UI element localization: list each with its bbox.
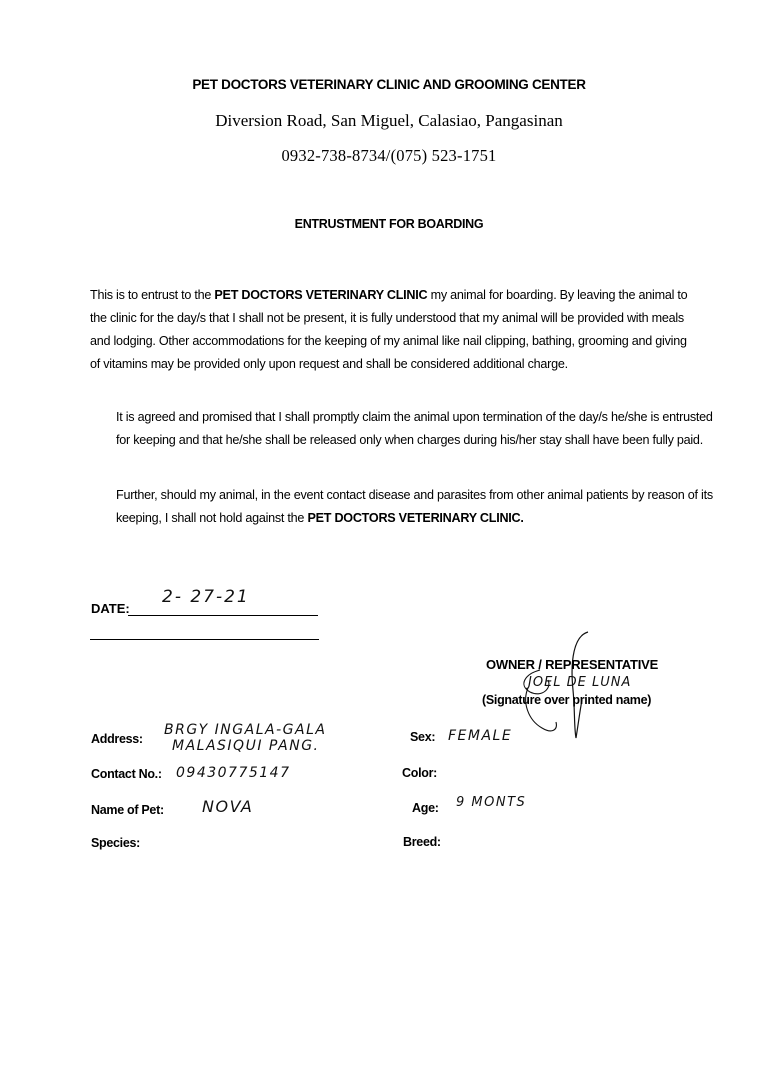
contact-label: Contact No.: (91, 767, 162, 781)
contact-value[interactable]: 09430775147 (176, 765, 291, 781)
pet-name-label: Name of Pet: (91, 803, 164, 817)
address-value-line1[interactable]: BRGY INGALA-GALA (164, 722, 327, 738)
clinic-name-inline: PET DOCTORS VETERINARY CLINIC. (307, 511, 524, 525)
paragraph-text: This is to entrust to the (90, 288, 215, 302)
document-title: ENTRUSTMENT FOR BOARDING (294, 217, 484, 231)
paragraph-claim: It is agreed and promised that I shall promptly claim the animal upon termination of the day/s he/she is entrusted for keeping and that he/she shall be released only when charges during his/her stay shall have been fully paid. (116, 410, 713, 447)
paragraph-text: Further, should my animal, in the event contact disease and parasites from other animal patients by reason of its keeping, I shall not hold against the (116, 488, 713, 525)
paragraph-text: my animal for boarding. By leaving the animal to the clinic for the day/s that I shall not be present, it is fully understood that my animal will be provided with meals and lodging. Other accommodations for the keeping of my animal like nail clipping, bathing, grooming and giving of vitamins may be provided only upon request and shall be considered additional charge. (90, 288, 688, 371)
clinic-address: Diversion Road, San Miguel, Calasiao, Pangasinan (215, 111, 563, 130)
address-value-line2[interactable]: MALASIQUI PANG. (172, 738, 320, 754)
pet-name-value[interactable]: NOVA (202, 797, 254, 816)
date-label: DATE: (91, 601, 130, 616)
clinic-name: PET DOCTORS VETERINARY CLINIC AND GROOMING CENTER (192, 77, 586, 92)
address-label: Address: (91, 732, 143, 746)
signature-note: (Signature over printed name) (482, 693, 652, 707)
blank-underline (90, 639, 319, 640)
paragraph-entrust (90, 284, 690, 376)
clinic-name-inline: PET DOCTORS VETERINARY CLINIC (214, 288, 428, 302)
paragraph-liability (90, 484, 716, 530)
representative-handwritten-name[interactable]: JOEL DE LUNA (528, 675, 632, 690)
species-label: Species: (91, 836, 141, 850)
sex-label: Sex: (410, 730, 436, 744)
date-underline (128, 615, 318, 616)
color-label: Color: (402, 766, 437, 780)
clinic-phone: 0932-738-8734/(075) 523-1751 (281, 146, 497, 165)
owner-representative-label: OWNER / REPRESENTATIVE (486, 657, 659, 672)
age-label: Age: (412, 801, 439, 815)
sex-value[interactable]: FEMALE (448, 728, 513, 744)
breed-label: Breed: (403, 835, 441, 849)
date-value[interactable]: 2- 27-21 (162, 587, 250, 607)
age-value[interactable]: 9 MONTS (456, 795, 527, 810)
